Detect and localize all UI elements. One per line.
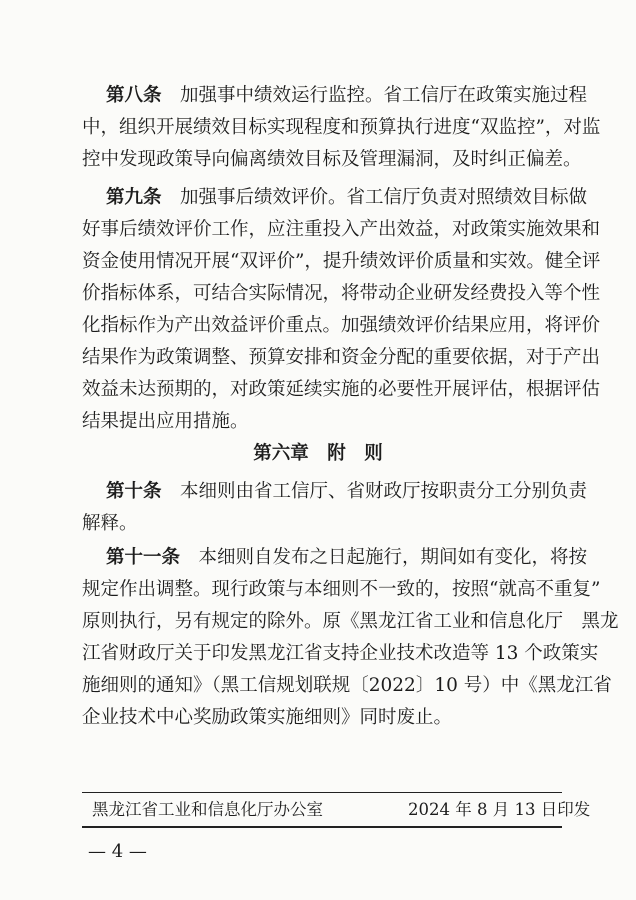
article-10-line-2: 解释。: [82, 513, 138, 534]
article-9-line-3: 资金使用情况开展“双评价”，提升绩效评价质量和实效。健全评: [82, 251, 601, 272]
article-11-title: 第十一条: [106, 547, 181, 568]
article-11-line-3: 原则执行，另有规定的除外。原《黑龙江省工业和信息化厅 黑龙: [82, 611, 619, 632]
article-9-line-6: 结果作为政策调整、预算安排和资金分配的重要依据，对于产出: [82, 347, 601, 368]
article-9-line-7: 效益未达预期的，对政策延续实施的必要性开展评估，根据评估: [82, 379, 601, 400]
article-9-line-8: 结果提出应用措施。: [82, 411, 249, 432]
article-8-line-1: 第八条 加强事中绩效运行监控。省工信厅在政策实施过程: [106, 85, 588, 106]
article-9-title: 第九条: [106, 187, 162, 208]
article-9-line-1: 第九条 加强事后绩效评价。省工信厅负责对照绩效目标做: [106, 187, 588, 208]
article-11-line-5: 施细则的通知》（黑工信规划联规〔2022〕10 号）中《黑龙江省: [82, 675, 612, 696]
page-number: — 4 —: [88, 841, 147, 862]
chapter-6-heading: 第六章 附 则: [253, 443, 383, 464]
article-11-line-2: 规定作出调整。现行政策与本细则不一致的，按照“就高不重复”: [82, 579, 601, 600]
article-9-line-5: 化指标作为产出效益评价重点。加强绩效评价结果应用，将评价: [82, 315, 601, 336]
footer-bottom-rule: [82, 826, 562, 828]
article-9-line-2: 好事后绩效评价工作，应注重投入产出效益，对政策实施效果和: [82, 219, 601, 240]
article-10-title: 第十条: [106, 481, 162, 502]
article-8-title: 第八条: [106, 85, 162, 106]
article-9-line-4: 价指标体系，可结合实际情况，将带动企业研发经费投入等个性: [82, 283, 601, 304]
article-10-line-1: 第十条 本细则由省工信厅、省财政厅按职责分工分别负责: [106, 481, 588, 502]
article-11-line-6: 企业技术中心奖励政策实施细则》同时废止。: [82, 707, 453, 728]
footer-date: 2024 年 8 月 13 日印发: [408, 800, 591, 819]
article-8-line-3: 控中发现政策导向偏离绩效目标及管理漏洞，及时纠正偏差。: [82, 149, 582, 170]
article-11-line-4: 江省财政厅关于印发黑龙江省支持企业技术改造等 13 个政策实: [82, 643, 599, 664]
footer-issuer: 黑龙江省工业和信息化厅办公室: [92, 800, 323, 819]
article-11-line-1: 第十一条 本细则自发布之日起施行，期间如有变化，将按: [106, 547, 588, 568]
article-8-line-2: 中，组织开展绩效目标实现程度和预算执行进度“双监控”，对监: [82, 117, 601, 138]
footer-top-rule: [82, 792, 562, 793]
